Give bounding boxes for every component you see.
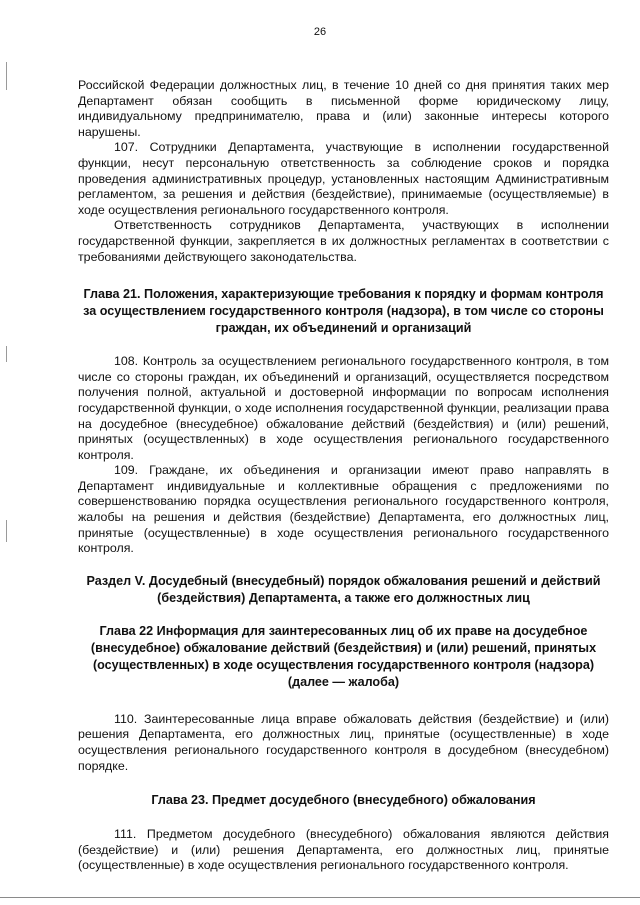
scan-edge-mark (6, 520, 7, 542)
heading-chapter-23: Глава 23. Предмет досудебного (внесудебного) обжалования (151, 793, 536, 808)
scan-edge-mark (6, 62, 7, 90)
paragraph-107: 107. Сотрудники Департамента, участвующие в исполнении государственной функции, несут персональную ответственность за соблюдение сроков и порядка проведения административных процедур, установленных настоящим Административным регламентом, за решения и действия (бездействие), принимаемые (осуществляемые) в ходе осуществления регионального государственного контроля. (78, 140, 609, 217)
document-body (78, 78, 609, 874)
paragraph-109: 109. Граждане, их объединения и организации имеют право направлять в Департамент индивидуальные и коллективные обращения с предложениями по совершенствованию порядка осуществления регионального государственного контроля, жалобы на решения и действия (бездействие) Департамента, его должностных лиц, принятые (осуществленные) в ходе осуществления регионального государственного контроля. (78, 463, 609, 556)
heading-chapter-21: Глава 21. Положения, характеризующие требования к порядку и формам контроля за осуществлением государственного контроля (надзора), в том числе со стороны граждан, их объединений и организаций (83, 287, 604, 336)
paragraph-111: 111. Предметом досудебного (внесудебного) обжалования являются действия (бездействие) и (или) решения Департамента, его должностных лиц, принятые (осуществленные) в ходе осуществления регионального государственного контроля. (78, 827, 609, 873)
scan-edge-mark (6, 346, 7, 362)
heading-chapter-22: Глава 22 Информация для заинтересованных лиц об их праве на досудебное (внесудебное) обжалование действий (бездействия) и (или) решений, принятых (осуществленных) в ходе осуществления государственного контроля (надзора) (далее — жалоба) (90, 623, 597, 689)
paragraph-108: 108. Контроль за осуществлением регионального государственного контроля, в том числе со стороны граждан, их объединений и организаций, осуществляется посредством получения полной, актуальной и достоверной информации по вопросам исполнения государственной функции, о ходе исполнения государственной функции, реализации права на досудебное (внесудебное) обжалование действий (бездействия) и (или) решений, принятых (осуществленных) в ходе осуществления регионального государственного контроля. (78, 354, 609, 462)
page-number: 26 (313, 26, 327, 38)
scan-bottom-edge (0, 897, 640, 898)
paragraph-110: 110. Заинтересованные лица вправе обжаловать действия (бездействие) и (или) решения Департамента, его должностных лиц, принятые (осуществленные) в ходе осуществления регионального государственного контроля в досудебном (внесудебном) порядке. (78, 711, 609, 773)
heading-section-5: Раздел V. Досудебный (внесудебный) порядок обжалования решений и действий (бездействия) Департамента, а также его должностных лиц (86, 573, 601, 605)
paragraph-continuation: Российской Федерации должностных лиц, в течение 10 дней со дня принятия таких мер Департамент обязан сообщить в письменной форме юридическому лицу, индивидуальному предпринимателю, права и (или) законные интересы которого нарушены. (78, 78, 609, 139)
paragraph-responsibility: Ответственность сотрудников Департамента, участвующих в исполнении государственной функции, закрепляется в их должностных регламентах в соответствии с требованиями действующего законодательства. (78, 218, 609, 264)
